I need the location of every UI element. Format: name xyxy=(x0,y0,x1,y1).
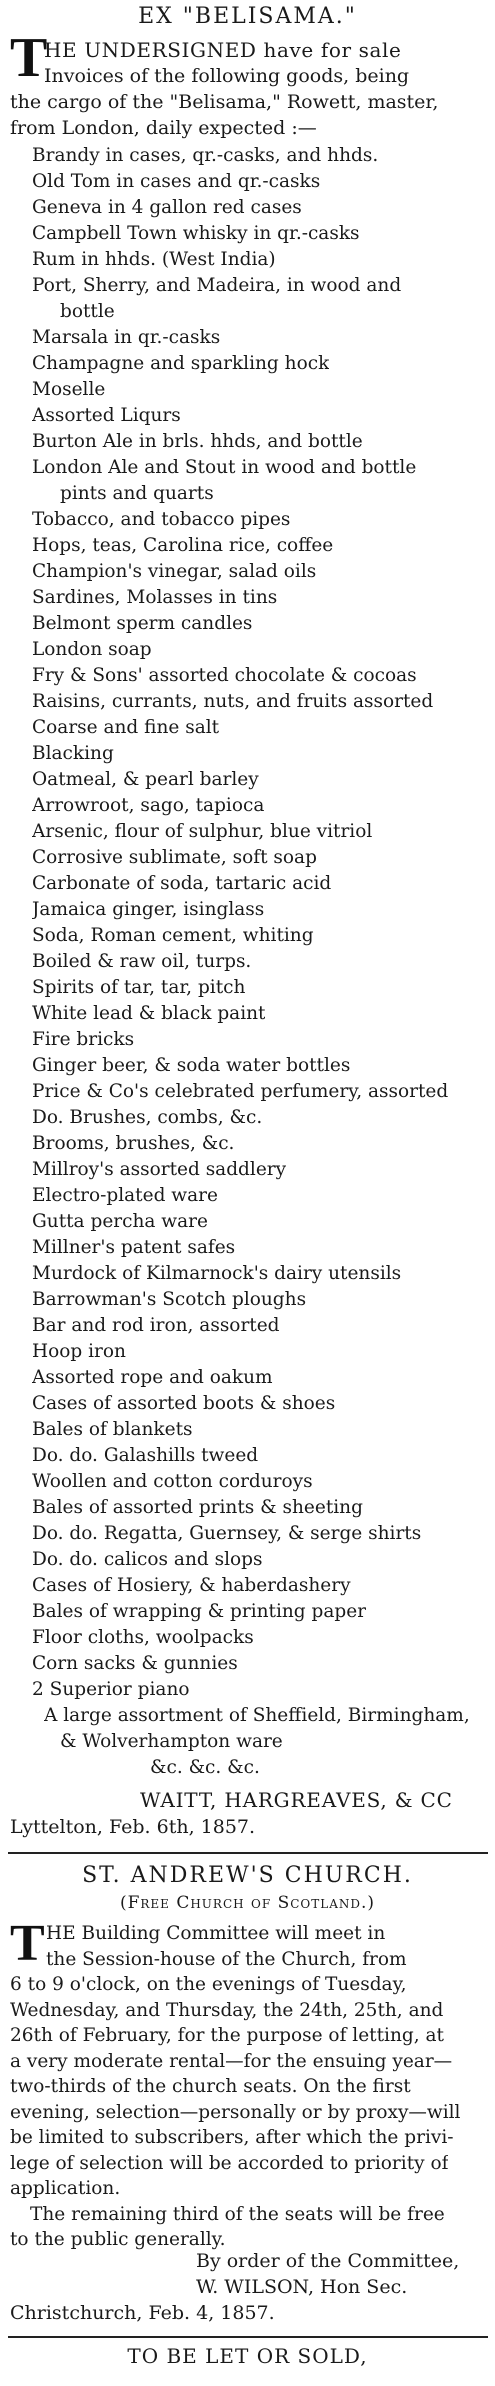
goods-item: Arrowroot, sago, tapioca xyxy=(32,795,265,816)
belisama-intro-line-3: the cargo of the "Belisama," Rowett, master, xyxy=(10,91,439,113)
goods-item: Belmont sperm candles xyxy=(32,613,253,634)
goods-item: bottle xyxy=(60,301,115,322)
goods-item: Rum in hhds. (West India) xyxy=(32,249,276,270)
church-signature: W. WILSON, Hon Sec. xyxy=(196,2276,408,2298)
goods-item: Arsenic, flour of sulphur, blue vitriol xyxy=(32,821,373,842)
divider-rule-2 xyxy=(8,2336,488,2338)
church-body-line: evening, selection—personally or by proxy—will xyxy=(10,2101,461,2123)
goods-item: Millner's patent safes xyxy=(32,1237,236,1258)
goods-item: Burton Ale in brls. hhds, and bottle xyxy=(32,431,363,452)
goods-item: Marsala in qr.-casks xyxy=(32,327,221,348)
goods-item: London Ale and Stout in wood and bottle xyxy=(32,457,417,478)
goods-item: Geneva in 4 gallon red cases xyxy=(32,197,302,218)
goods-item: Carbonate of soda, tartaric acid xyxy=(32,873,332,894)
goods-item: Boiled & raw oil, turps. xyxy=(32,951,252,972)
goods-item: pints and quarts xyxy=(60,483,214,504)
goods-item: Fry & Sons' assorted chocolate & cocoas xyxy=(32,665,417,686)
church-body-line: Wednesday, and Thursday, the 24th, 25th, and xyxy=(10,1999,444,2021)
goods-item: & Wolverhampton ware xyxy=(60,1731,283,1752)
goods-item: 2 Superior piano xyxy=(32,1679,190,1700)
goods-item: London soap xyxy=(32,639,152,660)
goods-item: &c. &c. &c. xyxy=(150,1757,260,1778)
belisama-intro-line-2: Invoices of the following goods, being xyxy=(44,65,410,87)
belisama-dateline: Lyttelton, Feb. 6th, 1857. xyxy=(10,1816,256,1838)
goods-item: Champion's vinegar, salad oils xyxy=(32,561,317,582)
goods-item: Woollen and cotton corduroys xyxy=(32,1471,313,1492)
goods-item: Assorted rope and oakum xyxy=(32,1367,273,1388)
church-body-line: lege of selection will be accorded to priority of xyxy=(10,2152,449,2174)
church-body-line: two-thirds of the church seats. On the first xyxy=(10,2076,411,2097)
church-body-line: 26th of February, for the purpose of letting, at xyxy=(10,2025,444,2046)
goods-item: Bar and rod iron, assorted xyxy=(32,1315,280,1336)
church-order-line: By order of the Committee, xyxy=(196,2250,460,2272)
goods-item: Hoop iron xyxy=(32,1341,126,1362)
goods-item: Hops, teas, Carolina rice, coffee xyxy=(32,535,334,556)
goods-item: Soda, Roman cement, whiting xyxy=(32,925,314,946)
belisama-drop-cap: T xyxy=(10,27,48,89)
goods-item: Ginger beer, & soda water bottles xyxy=(32,1055,351,1076)
church-body-line: a very moderate rental—for the ensuing year— xyxy=(10,2050,453,2072)
to-let-heading: TO BE LET OR SOLD, xyxy=(127,2344,368,2368)
church-body-line: be limited to subscribers, after which the privi- xyxy=(10,2127,454,2148)
goods-item: A large assortment of Sheffield, Birmingham, xyxy=(44,1705,470,1726)
belisama-heading: EX "BELISAMA." xyxy=(138,4,357,29)
goods-item: Millroy's assorted saddlery xyxy=(32,1159,287,1180)
goods-item: Coarse and fine salt xyxy=(32,717,220,738)
goods-item: Blacking xyxy=(32,743,114,764)
goods-item: Moselle xyxy=(32,379,106,400)
goods-item: Murdock of Kilmarnock's dairy utensils xyxy=(32,1263,402,1284)
goods-item: Port, Sherry, and Madeira, in wood and xyxy=(32,275,402,296)
goods-item: Oatmeal, & pearl barley xyxy=(32,769,259,790)
goods-item: Cases of assorted boots & shoes xyxy=(32,1393,336,1414)
church-body-line: application. xyxy=(10,2178,121,2199)
church-body-line: The remaining third of the seats will be free xyxy=(30,2203,445,2225)
goods-item: Bales of wrapping & printing paper xyxy=(32,1601,367,1622)
goods-item: Floor cloths, woolpacks xyxy=(32,1627,254,1648)
goods-item: Assorted Liqurs xyxy=(32,405,181,426)
belisama-intro-line-1: HE UNDERSIGNED have for sale xyxy=(44,38,402,62)
goods-item: Do. Brushes, combs, &c. xyxy=(32,1107,263,1128)
goods-item: Spirits of tar, tar, pitch xyxy=(32,977,246,998)
goods-item: Brooms, brushes, &c. xyxy=(32,1133,235,1154)
church-body-line: the Session-house of the Church, from xyxy=(46,1948,407,1970)
church-body-line: 6 to 9 o'clock, on the evenings of Tuesday, xyxy=(10,1974,407,1995)
goods-item: Gutta percha ware xyxy=(32,1211,208,1232)
goods-item: Tobacco, and tobacco pipes xyxy=(32,509,291,530)
belisama-signature: WAITT, HARGREAVES, & CC xyxy=(140,1788,453,1812)
goods-item: Barrowman's Scotch ploughs xyxy=(32,1289,307,1310)
goods-item: Do. do. Galashills tweed xyxy=(32,1445,259,1466)
church-heading: ST. ANDREW'S CHURCH. xyxy=(82,1863,413,1888)
goods-item: Raisins, currants, nuts, and fruits assorted xyxy=(32,691,434,712)
goods-item: Sardines, Molasses in tins xyxy=(32,587,278,608)
goods-item: Price & Co's celebrated perfumery, assorted xyxy=(32,1081,449,1102)
goods-item: Champagne and sparkling hock xyxy=(32,353,330,374)
goods-item: Old Tom in cases and qr.-casks xyxy=(32,171,321,192)
goods-item: Cases of Hosiery, & haberdashery xyxy=(32,1575,351,1596)
goods-item: White lead & black paint xyxy=(32,1003,266,1024)
church-subheading: (Free Church of Scotland.) xyxy=(119,1893,376,1913)
divider-rule-1 xyxy=(8,1852,488,1854)
goods-item: Bales of blankets xyxy=(32,1419,193,1440)
goods-item: Campbell Town whisky in qr.-casks xyxy=(32,223,360,244)
goods-item: Electro-plated ware xyxy=(32,1185,218,1206)
church-dateline: Christchurch, Feb. 4, 1857. xyxy=(10,2302,275,2324)
church-body-line: to the public generally. xyxy=(10,2229,226,2250)
goods-item: Bales of assorted prints & sheeting xyxy=(32,1497,363,1518)
church-drop-cap: T xyxy=(10,1915,45,1972)
goods-item: Corrosive sublimate, soft soap xyxy=(32,847,317,868)
goods-item: Do. do. Regatta, Guernsey, & serge shirts xyxy=(32,1523,422,1544)
goods-item: Brandy in cases, qr.-casks, and hhds. xyxy=(32,145,379,166)
goods-item: Do. do. calicos and slops xyxy=(32,1549,263,1570)
goods-item: Corn sacks & gunnies xyxy=(32,1653,238,1674)
goods-item: Jamaica ginger, isinglass xyxy=(32,899,265,920)
church-body-line: HE Building Committee will meet in xyxy=(46,1923,386,1944)
belisama-intro-line-4: from London, daily expected :— xyxy=(10,117,317,139)
goods-item: Fire bricks xyxy=(32,1029,135,1050)
